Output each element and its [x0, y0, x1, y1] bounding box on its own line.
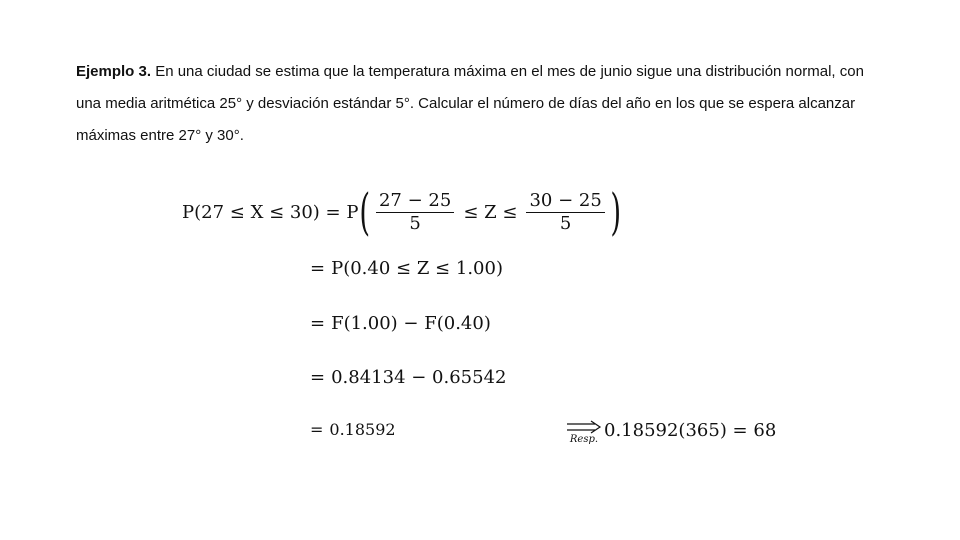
fraction-1-numerator: 27 − 25 [376, 190, 454, 213]
resp-label: Resp. [569, 434, 599, 445]
implies-arrow-icon [566, 420, 602, 434]
equation-line-1 [182, 183, 622, 241]
equation-line-2-text: P(0.40 ≤ Z ≤ 1.00) [331, 258, 503, 279]
equation-line-4 [310, 367, 507, 388]
equals-sign: = [310, 313, 326, 334]
inequality-z: ≤ Z ≤ [463, 201, 518, 223]
equation-line-3 [310, 313, 491, 334]
answer-text: 0.18592(365) = 68 [604, 420, 777, 441]
fraction-1 [376, 190, 454, 235]
problem-statement [76, 56, 876, 152]
equation-line-5 [310, 420, 396, 439]
equation-line-3-text: F(1.00) − F(0.40) [331, 313, 491, 334]
problem-text: En una ciudad se estima que la temperatura máxima en el mes de junio sigue una distribución normal, con una media aritmética 25° y desviación estándar 5°. Calcular el número de días del año en los que se espera alcanzar máximas entre 27° y 30°. [76, 63, 864, 144]
equals-sign: = [310, 367, 326, 388]
equation-line-5-text: 0.18592 [329, 420, 396, 439]
probability-lhs: P(27 ≤ X ≤ 30) = P [182, 201, 359, 223]
answer-line [566, 420, 776, 445]
equals-sign: = [310, 420, 324, 439]
left-paren: ( [359, 183, 371, 241]
equation-line-4-text: 0.84134 − 0.65542 [331, 367, 507, 388]
right-paren: ) [610, 183, 621, 241]
equation-line-2 [310, 258, 503, 279]
fraction-2 [526, 190, 604, 235]
fraction-2-denominator: 5 [559, 212, 572, 234]
example-label: Ejemplo 3. [76, 63, 152, 80]
fraction-1-denominator: 5 [409, 212, 421, 234]
equals-sign: = [310, 258, 326, 279]
implies-arrow [566, 420, 602, 445]
fraction-2-numerator: 30 − 25 [526, 190, 604, 213]
